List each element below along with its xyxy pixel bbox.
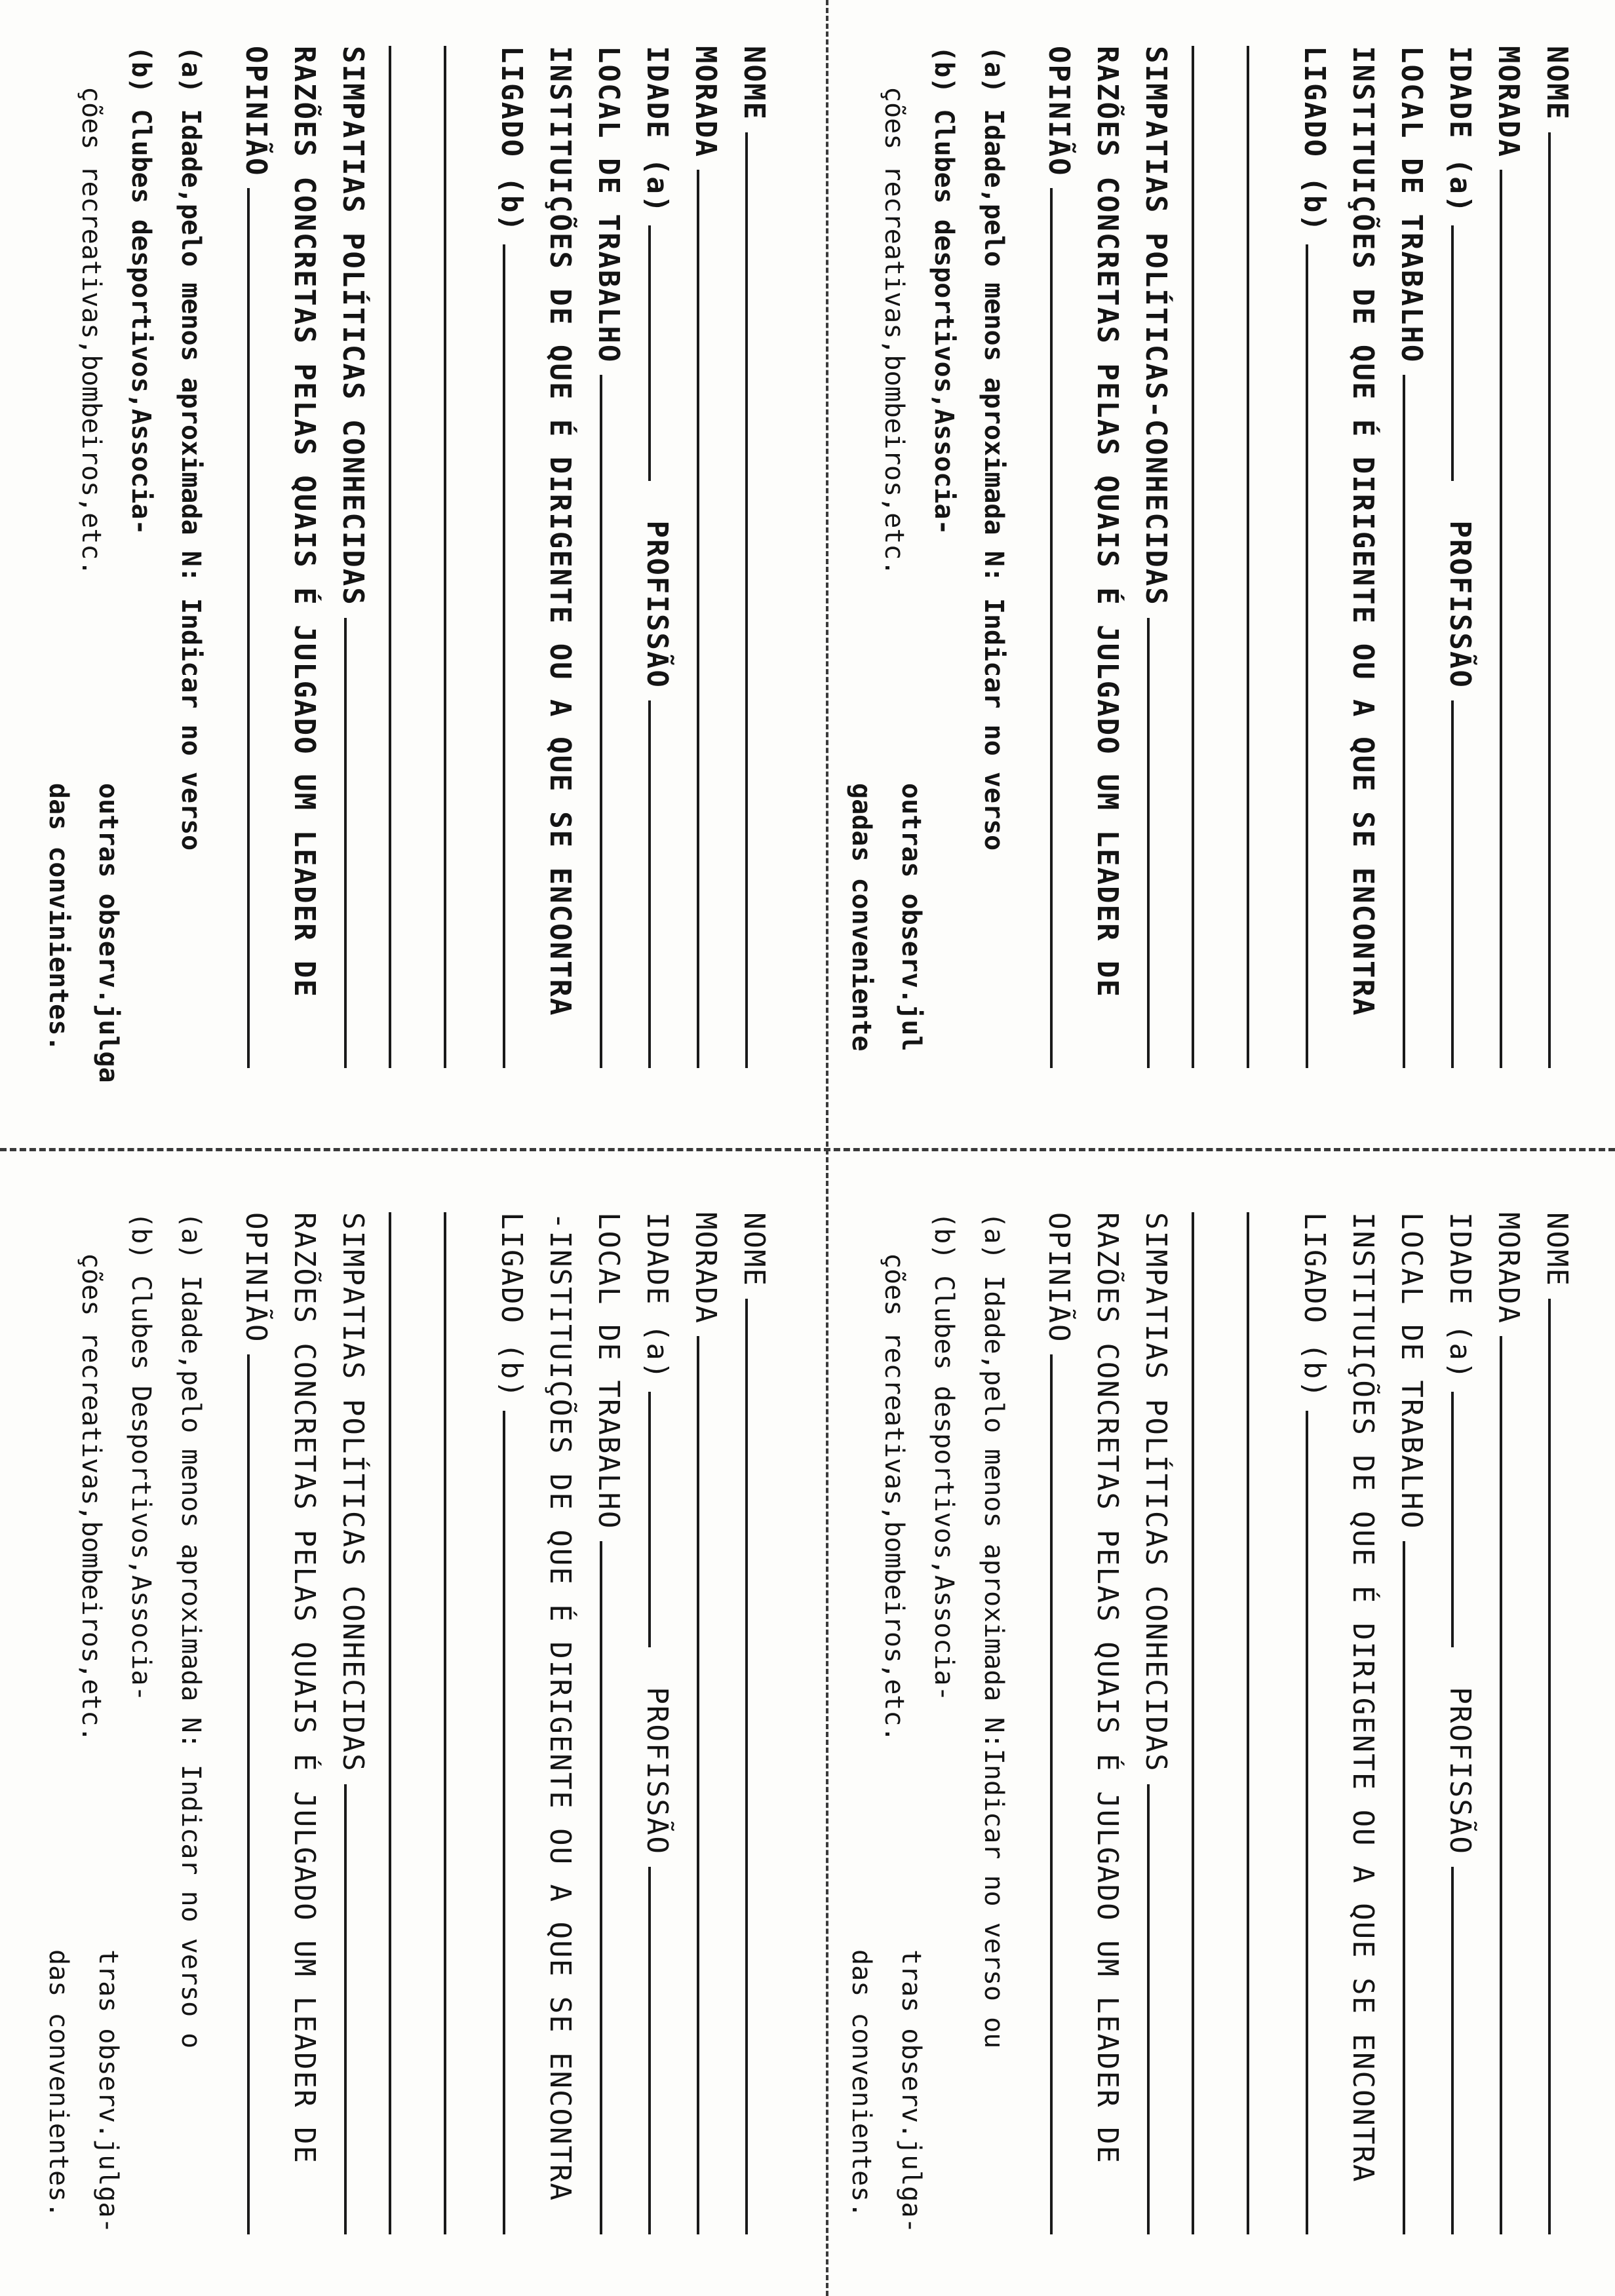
workplace-field[interactable] bbox=[600, 1541, 602, 2234]
linked-label: LIGADO (b) bbox=[495, 46, 528, 233]
name-field[interactable] bbox=[1548, 1299, 1551, 2234]
politics-field[interactable] bbox=[344, 1784, 347, 2234]
footnote-b-continued: ções recreativas,bombeiros,etc. bbox=[879, 86, 909, 576]
address-label: MORADA bbox=[1492, 46, 1525, 158]
name-label: NOME bbox=[1540, 46, 1574, 121]
form-card-top-left bbox=[43, 46, 786, 1083]
footnote-a: (a) Idade,pelo menos aproximada N: Indicar no verso bbox=[176, 46, 206, 851]
age-label: IDADE (a) bbox=[1443, 1212, 1477, 1381]
linked-label: LIGADO (b) bbox=[495, 1212, 528, 1399]
institutions-extra-line[interactable] bbox=[389, 1212, 440, 2234]
footnote-b-continued: ções recreativas,bombeiros,etc. bbox=[879, 1253, 909, 1742]
vertical-cut-line bbox=[0, 1148, 1615, 1151]
workplace-label: LOCAL DE TRABALHO bbox=[1395, 1212, 1428, 1530]
age-field[interactable] bbox=[648, 225, 651, 481]
verso-note-line-3: das convinientes. bbox=[43, 783, 73, 1052]
footnote-b-continued: ções recreativas,bombeiros,etc. bbox=[76, 86, 106, 576]
age-field[interactable] bbox=[1451, 1392, 1454, 1647]
verso-note-line-2: tras observ.julga- bbox=[896, 1949, 926, 2234]
institutions-extra-line[interactable] bbox=[1192, 46, 1243, 1068]
linked-field[interactable] bbox=[503, 244, 505, 1068]
institutions-label: INSTITUIÇÕES DE QUE É DIRIGENTE OU A QUE SE ENCONTRA bbox=[543, 46, 577, 1017]
linked-label: LIGADO (b) bbox=[1298, 1212, 1331, 1399]
address-label: MORADA bbox=[1492, 1212, 1525, 1324]
verso-note-line-3: das convenientes. bbox=[43, 1949, 73, 2218]
form-card-middle-right bbox=[848, 1212, 1589, 2234]
opinion-label: OPINIÃO bbox=[239, 46, 273, 177]
politics-label: SIMPATIAS POLÍTICAS CONHECIDAS bbox=[336, 1212, 370, 1772]
institutions-extra-line[interactable] bbox=[444, 1212, 495, 2234]
verso-note bbox=[836, 1949, 986, 2233]
workplace-label: LOCAL DE TRABALHO bbox=[592, 46, 625, 364]
address-label: MORADA bbox=[689, 1212, 722, 1324]
politics-field[interactable] bbox=[1147, 618, 1150, 1068]
footnote-b: (b) Clubes Desportivos,Associa- bbox=[126, 1212, 156, 1702]
politics-label: SIMPATIAS POLÍTICAS CONHECIDAS bbox=[336, 46, 370, 606]
profession-field[interactable] bbox=[1451, 1867, 1454, 2234]
politics-field[interactable] bbox=[1147, 1784, 1150, 2234]
address-field[interactable] bbox=[1500, 170, 1502, 1068]
name-field[interactable] bbox=[745, 132, 748, 1068]
workplace-label: LOCAL DE TRABALHO bbox=[1395, 46, 1428, 364]
name-label: NOME bbox=[737, 46, 771, 121]
profession-label: PROFISSÃO bbox=[640, 1687, 674, 1855]
form-card-bottom-left bbox=[45, 1212, 786, 2234]
age-label: IDADE (a) bbox=[1443, 46, 1477, 214]
workplace-field[interactable] bbox=[600, 375, 602, 1068]
linked-field[interactable] bbox=[503, 1411, 505, 2234]
footnote-b: (b) Clubes desportivos,Associa- bbox=[126, 46, 156, 535]
profession-label: PROFISSÃO bbox=[1443, 520, 1477, 689]
profession-field[interactable] bbox=[648, 700, 651, 1068]
profession-field[interactable] bbox=[648, 1867, 651, 2234]
verso-note bbox=[33, 783, 183, 1083]
opinion-field[interactable] bbox=[247, 1354, 250, 2234]
workplace-field[interactable] bbox=[1403, 375, 1405, 1068]
form-card-top-right bbox=[848, 46, 1589, 1068]
reasons-label: RAZÕES CONCRETAS PELAS QUAIS É JULGADO UM LEADER DE bbox=[288, 46, 321, 999]
name-field[interactable] bbox=[1548, 132, 1551, 1068]
address-field[interactable] bbox=[1500, 1336, 1502, 2234]
opinion-field[interactable] bbox=[247, 188, 250, 1068]
opinion-label: OPINIÃO bbox=[239, 1212, 273, 1343]
linked-field[interactable] bbox=[1306, 244, 1308, 1068]
reasons-label: RAZÕES CONCRETAS PELAS QUAIS É JULGADO UM LEADER DE bbox=[288, 1212, 321, 2165]
politics-field[interactable] bbox=[344, 618, 347, 1068]
institutions-label: -INSTITUIÇÕES DE QUE É DIRIGENTE OU A QUE SE ENCONTRA bbox=[543, 1212, 577, 2202]
institutions-extra-line[interactable] bbox=[389, 46, 440, 1068]
institutions-extra-line[interactable] bbox=[1192, 1212, 1243, 2234]
footnote-a: (a) Idade,pelo menos aproximada N: Indicar no verso o bbox=[176, 1212, 206, 2049]
address-field[interactable] bbox=[697, 170, 699, 1068]
address-label: MORADA bbox=[689, 46, 722, 158]
footnote-b: (b) Clubes desportivos,Associa- bbox=[929, 46, 959, 535]
name-field[interactable] bbox=[745, 1299, 748, 2234]
horizontal-cut-line bbox=[826, 0, 828, 2296]
verso-note-line-2: tras observ.julga- bbox=[93, 1949, 123, 2234]
reasons-label: RAZÕES CONCRETAS PELAS QUAIS É JULGADO UM LEADER DE bbox=[1091, 1212, 1124, 2165]
age-label: IDADE (a) bbox=[640, 46, 674, 214]
verso-note-line-2: outras observ.julga bbox=[93, 783, 123, 1083]
institutions-label: INSTITUIÇÕES DE QUE É DIRIGENTE OU A QUE SE ENCONTRA bbox=[1346, 1212, 1380, 2183]
age-field[interactable] bbox=[1451, 225, 1454, 481]
institutions-extra-line[interactable] bbox=[1247, 1212, 1298, 2234]
opinion-label: OPINIÃO bbox=[1042, 1212, 1076, 1343]
age-label: IDADE (a) bbox=[640, 1212, 674, 1381]
opinion-field[interactable] bbox=[1050, 188, 1053, 1068]
address-field[interactable] bbox=[697, 1336, 699, 2234]
workplace-label: LOCAL DE TRABALHO bbox=[592, 1212, 625, 1530]
verso-note-line-3: gadas conveniente bbox=[846, 783, 876, 1052]
politics-label: SIMPATIAS POLÍTICAS-CONHECIDAS bbox=[1139, 46, 1173, 606]
workplace-field[interactable] bbox=[1403, 1541, 1405, 2234]
opinion-field[interactable] bbox=[1050, 1354, 1053, 2234]
institutions-label: INSTITUIÇÕES DE QUE É DIRIGENTE OU A QUE SE ENCONTRA bbox=[1346, 46, 1380, 1017]
institutions-extra-line[interactable] bbox=[1247, 46, 1298, 1068]
footnote-a: (a) Idade,pelo menos aproximada N: Indicar no verso bbox=[979, 46, 1009, 851]
opinion-label: OPINIÃO bbox=[1042, 46, 1076, 177]
age-field[interactable] bbox=[648, 1392, 651, 1647]
name-label: NOME bbox=[1540, 1212, 1574, 1287]
linked-label: LIGADO (b) bbox=[1298, 46, 1331, 233]
verso-note bbox=[33, 1949, 183, 2233]
verso-note-line-2: outras observ.jul bbox=[896, 783, 926, 1052]
profession-label: PROFISSÃO bbox=[640, 520, 674, 689]
footnote-a: (a) Idade,pelo menos aproximada N:Indicar no verso ou bbox=[979, 1212, 1009, 2049]
institutions-extra-line[interactable] bbox=[444, 46, 495, 1068]
verso-note-line-3: das convenientes. bbox=[846, 1949, 876, 2218]
profession-field[interactable] bbox=[1451, 700, 1454, 1068]
politics-label: SIMPATIAS POLÍTICAS CONHECIDAS bbox=[1139, 1212, 1173, 1772]
footnote-b-continued: ções recreativas,bombeiros,etc. bbox=[76, 1253, 106, 1742]
profession-label: PROFISSÃO bbox=[1443, 1687, 1477, 1855]
name-label: NOME bbox=[737, 1212, 771, 1287]
reasons-label: RAZÕES CONCRETAS PELAS QUAIS É JULGADO UM LEADER DE bbox=[1091, 46, 1124, 999]
footnote-b: (b) Clubes desportivos,Associa- bbox=[929, 1212, 959, 1702]
linked-field[interactable] bbox=[1306, 1411, 1308, 2234]
verso-note bbox=[836, 783, 986, 1051]
